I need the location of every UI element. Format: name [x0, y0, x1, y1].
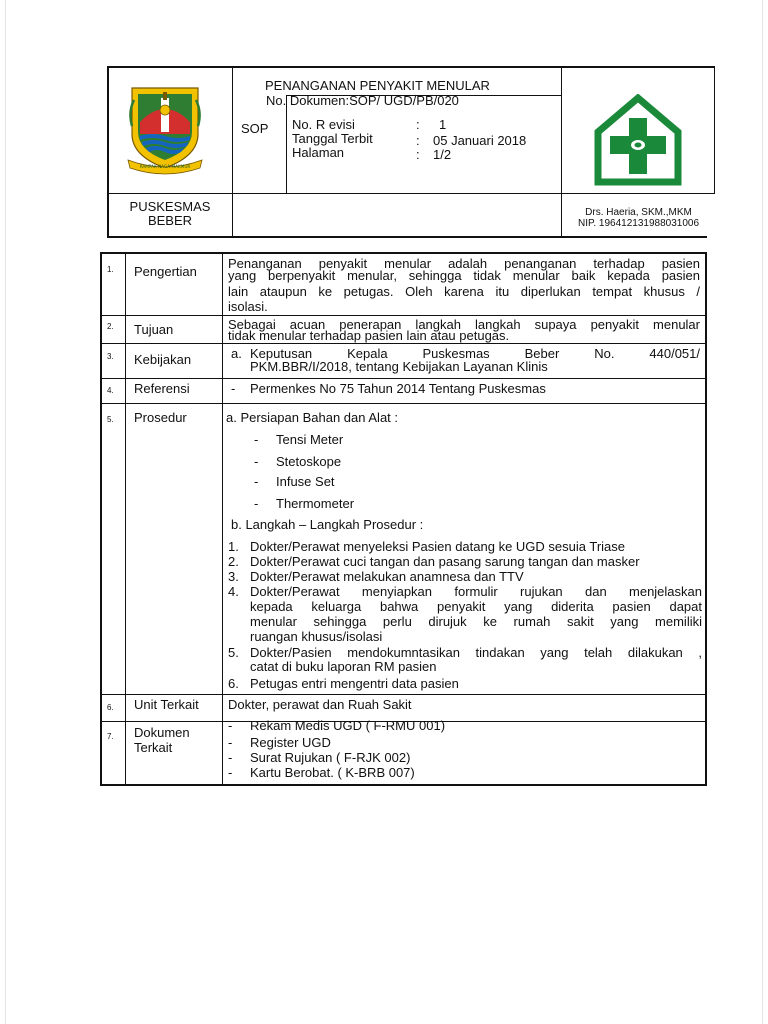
header-row-sep-left — [108, 193, 232, 194]
issue-date-colon: : — [416, 133, 420, 148]
regency-emblem-logo — [124, 82, 206, 176]
row-sep-1 — [101, 315, 706, 316]
step-text: menular sehingga perlu dirujuk ke rumah sakit yang memiliki — [250, 614, 702, 629]
row-number: 3. — [107, 352, 114, 361]
step-text: Dokter/Perawat melakukan anamnesa dan TTV — [250, 569, 524, 584]
page-value: 1/2 — [433, 147, 452, 162]
bullet-marker: - — [254, 474, 259, 489]
material-item: Thermometer — [276, 496, 355, 511]
emblem-motto: RAMPAK NAGA MAKMUR — [139, 164, 191, 169]
material-item: Stetoskope — [276, 454, 342, 469]
row-text-line: yang berpenyakit menular, sehingga tidak menular baik kepada pasien — [228, 268, 700, 283]
document-title: PENANGANAN PENYAKIT MENULAR — [265, 78, 490, 93]
row-title: Referensi — [134, 381, 190, 396]
header-border-top — [107, 66, 715, 68]
document-item: Register UGD — [250, 735, 331, 750]
page-colon: : — [416, 147, 420, 162]
row-text-line: isolasi. — [228, 299, 268, 314]
header-row-sep-right — [562, 193, 715, 194]
bullet-marker: - — [228, 735, 233, 750]
org-name-line1: PUSKESMAS — [129, 199, 211, 214]
row-number: 2. — [107, 322, 114, 331]
header-border-right — [714, 66, 715, 194]
step-text: Dokter/Perawat menyiapkan formulir rujukan dan menjelaskan — [250, 584, 702, 599]
bullet-marker: - — [254, 454, 259, 469]
bullet-marker: - — [254, 496, 259, 511]
signer-nip: NIP. 196412131988031006 — [577, 218, 700, 229]
row-text-line: Permenkes No 75 Tahun 2014 Tentang Puskesmas — [250, 381, 546, 396]
step-number: 4. — [228, 584, 239, 599]
row-sep-4 — [101, 403, 706, 404]
step-number: 6. — [228, 676, 239, 691]
document-number: No. Dokumen:SOP/ UGD/PB/020 — [266, 93, 459, 108]
page-frame-left — [5, 0, 6, 1024]
list-marker: - — [231, 381, 236, 396]
row-sep-5 — [101, 694, 706, 695]
row-title: Unit Terkait — [134, 697, 199, 712]
table-border-left — [100, 252, 102, 785]
step-text: kepada keluarga bahwa penyakit yang diderita pasien dapat — [250, 599, 702, 614]
table-col-sep-2 — [222, 253, 223, 785]
row-text-line: lain ataupun ke petugas. Oleh karena itu diperlukan tempat khusus / — [228, 284, 700, 299]
material-item: Infuse Set — [276, 474, 335, 489]
revision-value: 1 — [439, 117, 447, 132]
row-number: 5. — [107, 415, 114, 424]
row-sep-3 — [101, 378, 706, 379]
signer-name: Drs. Haeria, SKM.,MKM — [585, 207, 692, 218]
document-item: Rekam Medis UGD ( F-RMU 001) — [250, 718, 446, 733]
row-text-line: PKM.BBR/I/2018, tentang Kebijakan Layanan Klinis — [250, 359, 548, 374]
row-number: 1. — [107, 265, 114, 274]
table-border-bottom — [100, 784, 707, 786]
table-border-right — [705, 252, 707, 785]
row-title-line1: Dokumen — [134, 725, 190, 740]
header-col-sep-1 — [232, 67, 233, 237]
header-border-bottom — [107, 236, 707, 238]
sop-label: SOP — [241, 121, 269, 136]
step-text: ruangan khusus/isolasi — [250, 629, 383, 644]
bullet-marker: - — [228, 718, 233, 733]
org-name-line2: BEBER — [147, 213, 193, 228]
document-item: Surat Rujukan ( F-RJK 002) — [250, 750, 411, 765]
issue-date-value: 05 Januari 2018 — [433, 133, 527, 148]
issue-date-label: Tanggal Terbit — [292, 131, 373, 146]
table-border-top — [100, 252, 707, 254]
header-inner-vertical — [286, 95, 287, 193]
row-title: Pengertian — [134, 264, 197, 279]
prep-heading: a. Persiapan Bahan dan Alat : — [226, 410, 399, 425]
revision-colon: : — [416, 117, 420, 132]
bullet-marker: - — [228, 750, 233, 765]
list-marker: a. — [231, 346, 242, 361]
step-number: 3. — [228, 569, 239, 584]
step-number: 2. — [228, 554, 239, 569]
row-sep-2 — [101, 343, 706, 344]
page-frame-right — [762, 0, 763, 1024]
row-text-line: tidak menular terhadap pasien lain atau petugas. — [228, 328, 510, 343]
row-number: 6. — [107, 703, 114, 712]
table-col-sep-1 — [125, 253, 126, 785]
steps-heading: b. Langkah – Langkah Prosedur : — [231, 517, 424, 532]
row-title: Kebijakan — [134, 352, 192, 367]
row-text-line: Keputusan Kepala Puskesmas Beber No. 440/051/ — [250, 346, 700, 361]
step-number: 5. — [228, 645, 239, 660]
puskesmas-logo — [592, 94, 684, 186]
step-number: 1. — [228, 539, 239, 554]
row-number: 7. — [107, 732, 114, 741]
bullet-marker: - — [228, 765, 233, 780]
step-text: Dokter/Perawat menyeleksi Pasien datang ke UGD sesuia Triase — [250, 539, 626, 554]
step-text: Dokter/Perawat cuci tangan dan pasang sarung tangan dan masker — [250, 554, 640, 569]
step-text: Dokter/Pasien mendokumntasikan tindakan yang telah dilakukan , — [250, 645, 702, 660]
step-text: catat di buku laporan RM pasien — [250, 659, 437, 674]
page-label: Halaman — [292, 145, 345, 160]
bullet-marker: - — [254, 432, 259, 447]
row-title-line2: Terkait — [134, 740, 173, 755]
document-item: Kartu Berobat. ( K-BRB 007) — [250, 765, 415, 780]
row-text-line: Dokter, perawat dan Ruah Sakit — [228, 697, 412, 712]
row-title: Prosedur — [134, 410, 187, 425]
header-row-sep-middle — [233, 193, 561, 194]
material-item: Tensi Meter — [276, 432, 344, 447]
revision-label: No. R evisi — [292, 117, 355, 132]
row-text-line: Sebagai acuan penerapan langkah langkah supaya penyakit menular — [228, 317, 700, 332]
row-title: Tujuan — [134, 322, 174, 337]
row-number: 4. — [107, 386, 114, 395]
step-text: Petugas entri mengentri data pasien — [250, 676, 459, 691]
row-text-line: Penanganan penyakit menular adalah penanganan terhadap pasien — [228, 256, 700, 271]
